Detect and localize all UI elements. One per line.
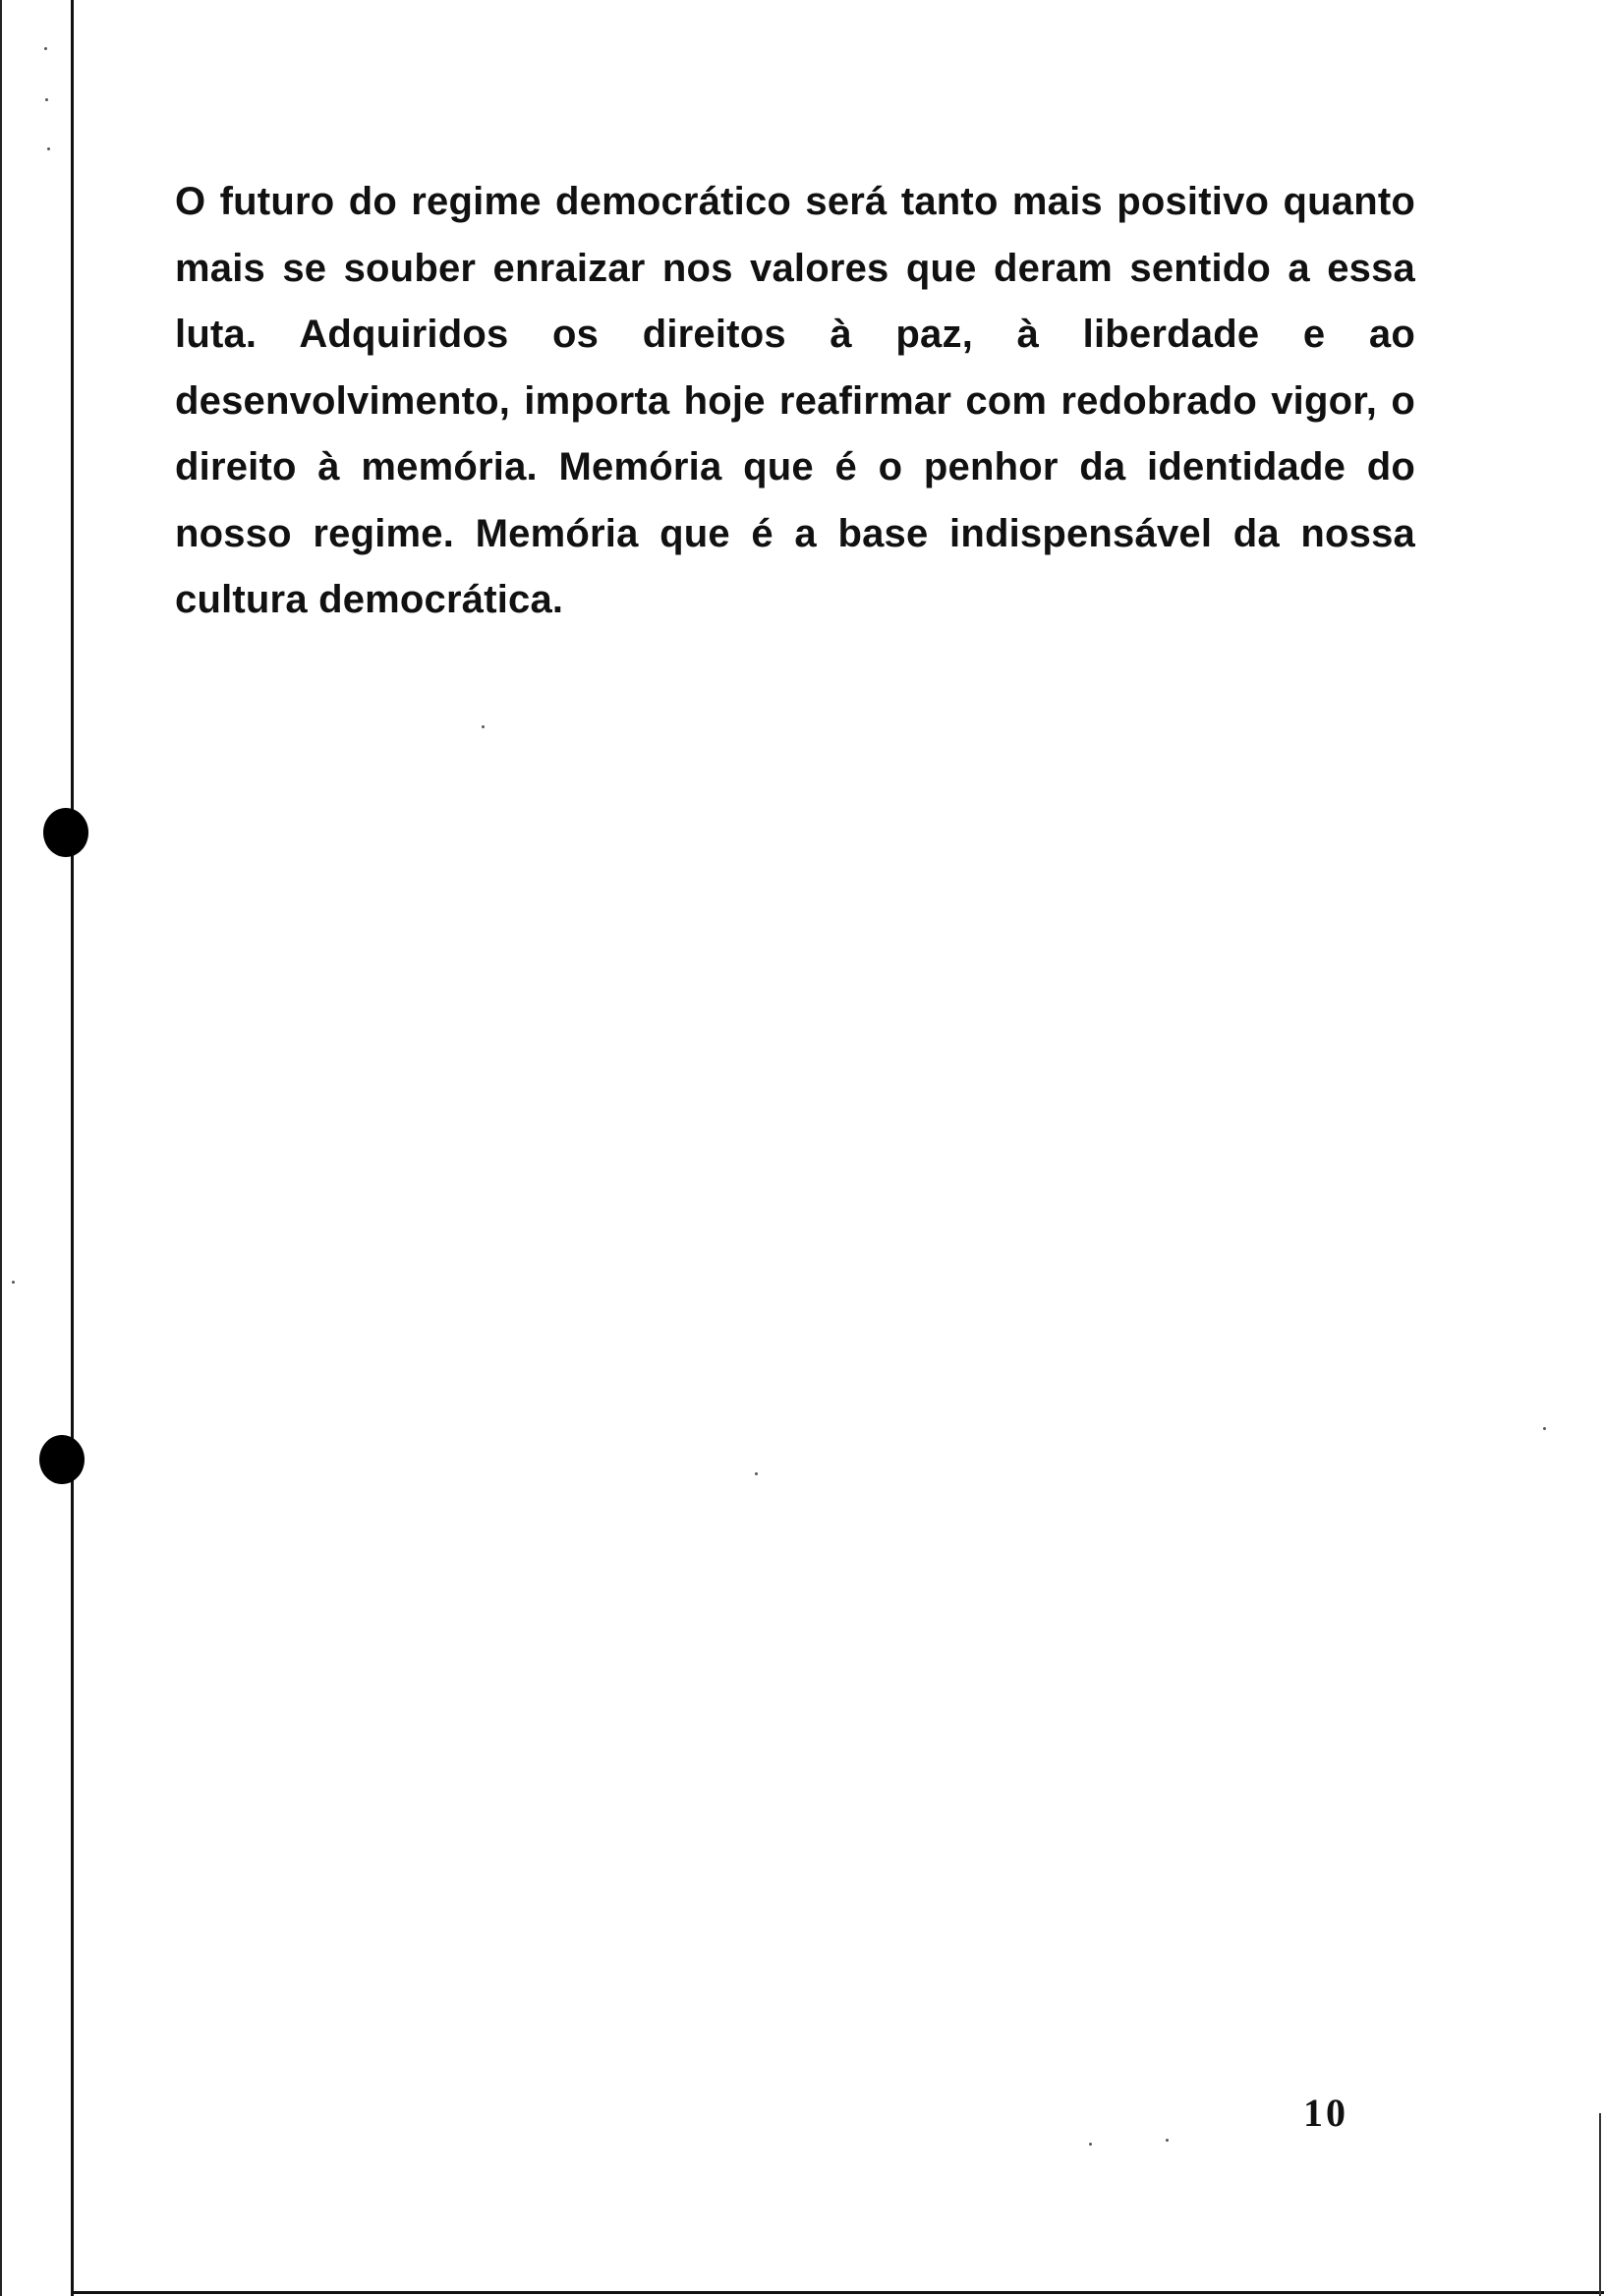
scan-speck xyxy=(1543,1427,1546,1430)
scan-speck xyxy=(482,725,485,728)
right-edge-line xyxy=(1599,2113,1601,2296)
punch-hole-bottom xyxy=(39,1435,85,1484)
page-number: 10 xyxy=(1303,2091,1348,2135)
margin-line xyxy=(71,0,74,2296)
body-paragraph: O futuro do regime democrático será tanto mais positivo quanto mais se souber enraizar nos valores que deram sentido a essa luta. Adquiridos os direitos à paz, à liberdade e ao desenvolvimento, importa hoje reafirmar com redobrado vigor, o direito à memória. Memória que é o penhor da identidade do nosso regime. Memória que é a base indispensável da nossa cultura democrática. xyxy=(175,180,1415,621)
bottom-line xyxy=(71,2291,1604,2294)
scan-speck xyxy=(12,1281,15,1284)
scan-speck xyxy=(44,47,47,50)
scan-speck xyxy=(1089,2143,1092,2146)
scan-speck xyxy=(45,98,48,101)
scan-speck xyxy=(1166,2139,1169,2142)
scan-speck xyxy=(47,147,50,150)
scan-speck xyxy=(755,1472,758,1475)
punch-hole-top xyxy=(43,808,88,857)
left-edge-line xyxy=(0,0,2,2296)
